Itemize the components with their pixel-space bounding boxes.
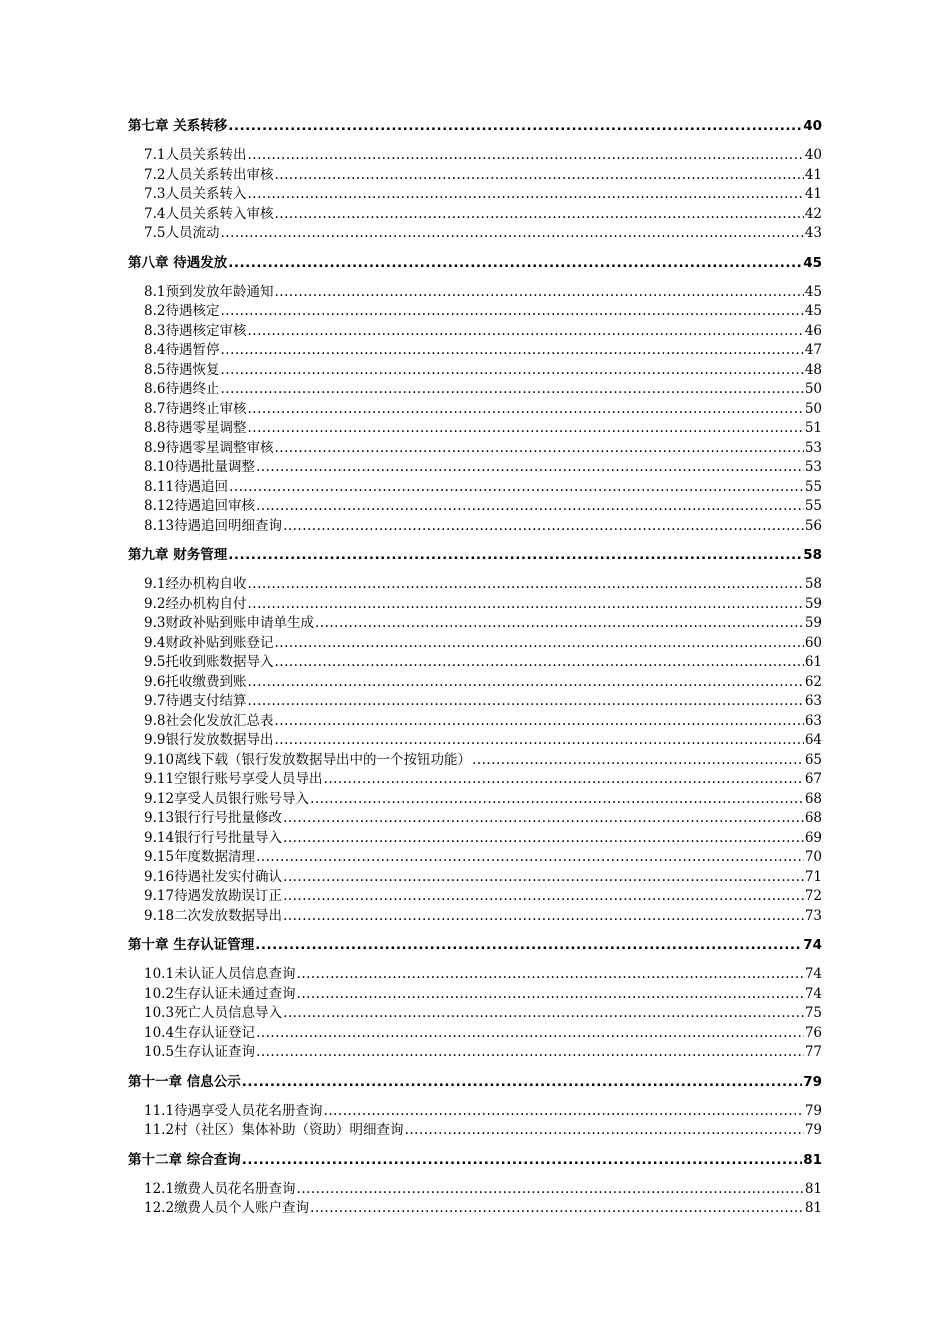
dot-leader: [229, 479, 804, 495]
section-number: 11.1: [144, 1102, 175, 1119]
dot-leader: [220, 381, 803, 397]
section-title: 财政补贴到账登记: [165, 634, 274, 651]
page-number: 63: [804, 693, 822, 709]
toc-section-entry[interactable]: [128, 592, 822, 612]
section-number: 8.11: [144, 478, 175, 495]
toc-section-entry[interactable]: [128, 475, 822, 495]
page-number: 73: [804, 907, 822, 924]
page-number: 74: [804, 985, 822, 1002]
page-number: 62: [804, 673, 822, 690]
dot-leader: [220, 342, 803, 358]
section-title: 银行行号批量修改: [174, 810, 283, 826]
toc-section-entry[interactable]: [128, 728, 822, 748]
toc-chapter-entry[interactable]: [128, 114, 822, 135]
section-title: 待遇核定: [165, 303, 220, 319]
toc-chapter-entry[interactable]: [128, 251, 822, 272]
dot-leader: [256, 849, 804, 865]
section-title: 银行发放数据导出: [165, 732, 274, 748]
toc-section-entry[interactable]: [128, 1099, 822, 1119]
section-title: 空银行账号享受人员导出: [174, 771, 323, 787]
section-title: 待遇享受人员花名册查询: [174, 1102, 323, 1119]
page-number: 64: [804, 732, 822, 748]
page-number: 67: [804, 771, 822, 787]
section-number: 10.1: [144, 966, 175, 982]
page-number: 59: [804, 615, 822, 631]
page-number: 41: [804, 166, 822, 183]
page-number: 81: [804, 1200, 822, 1216]
page-number: 45: [803, 254, 822, 271]
toc-section-entry[interactable]: [128, 143, 822, 163]
toc-section-entry[interactable]: [128, 202, 822, 222]
section-title: 待遇追回: [174, 478, 229, 495]
toc-section-entry[interactable]: [128, 494, 822, 514]
page-number: 79: [803, 1073, 822, 1090]
toc-section-entry[interactable]: [128, 1177, 822, 1197]
page-number: 68: [804, 810, 822, 826]
section-number: 7.4: [144, 205, 166, 222]
section-title: 人员关系转出审核: [165, 166, 274, 183]
dot-leader: [283, 888, 804, 904]
toc-section-entry[interactable]: [128, 865, 822, 885]
section-number: 8.10: [144, 459, 175, 475]
page-number: 61: [804, 654, 822, 670]
section-number: 9.18: [144, 907, 175, 924]
toc-chapter-entry[interactable]: [128, 1148, 822, 1169]
section-number: 9.12: [144, 790, 175, 807]
dot-leader: [220, 362, 803, 378]
section-number: 8.13: [144, 517, 175, 534]
section-number: 9.2: [144, 595, 166, 612]
section-title: 生存认证未通过查询: [174, 985, 296, 1002]
page-number: 74: [804, 966, 822, 982]
page-number: 59: [804, 595, 822, 612]
page-number: 41: [804, 186, 822, 202]
chapter-title: 第九章 财务管理: [128, 547, 228, 563]
page-number: 56: [804, 517, 822, 534]
page-number: 71: [804, 868, 822, 885]
section-number: 9.16: [144, 868, 175, 885]
dot-leader: [274, 206, 803, 222]
dot-leader: [220, 225, 803, 241]
section-number: 8.9: [144, 439, 166, 456]
toc-section-entry[interactable]: [128, 416, 822, 436]
dot-leader: [247, 674, 803, 690]
dot-leader: [315, 615, 804, 631]
toc-section-entry[interactable]: [128, 904, 822, 924]
toc-section-entry[interactable]: [128, 748, 822, 768]
page-number: 77: [804, 1044, 822, 1060]
section-number: 9.3: [144, 615, 166, 631]
section-number: 8.2: [144, 303, 166, 319]
section-title: 村（社区）集体补助（资助）明细查询: [174, 1122, 404, 1138]
page-number: 68: [804, 790, 822, 807]
page-number: 55: [804, 478, 822, 495]
toc-chapter-entry[interactable]: [128, 933, 822, 954]
section-number: 9.15: [144, 849, 175, 865]
section-number: 9.17: [144, 888, 175, 904]
section-title: 待遇终止审核: [165, 400, 247, 417]
dot-leader: [283, 869, 804, 885]
toc-section-entry[interactable]: [128, 377, 822, 397]
page-number: 46: [804, 322, 822, 339]
section-title: 待遇追回审核: [174, 498, 256, 514]
toc-section-entry[interactable]: [128, 806, 822, 826]
dot-leader: [247, 401, 803, 417]
page-number: 45: [804, 283, 822, 300]
dot-leader: [255, 937, 802, 953]
chapter-title: 第八章 待遇发放: [128, 254, 228, 271]
dot-leader: [242, 1152, 803, 1168]
section-title: 待遇批量调整: [174, 459, 256, 475]
section-title: 财政补贴到账申请单生成: [165, 615, 314, 631]
page-number: 50: [804, 381, 822, 397]
section-title: 待遇核定审核: [165, 322, 247, 339]
page-number: 48: [804, 361, 822, 378]
dot-leader: [472, 752, 804, 768]
toc-section-entry[interactable]: [128, 709, 822, 729]
section-title: 未认证人员信息查询: [174, 966, 296, 982]
toc-section-entry[interactable]: [128, 670, 822, 690]
dot-leader: [247, 323, 803, 339]
section-title: 死亡人员信息导入: [174, 1005, 283, 1021]
toc-section-entry[interactable]: [128, 982, 822, 1002]
section-title: 经办机构自付: [165, 595, 247, 612]
dot-leader: [324, 771, 804, 787]
chapter-title: 第十二章 综合查询: [128, 1151, 241, 1168]
section-number: 9.7: [144, 693, 166, 709]
dot-leader: [256, 1044, 804, 1060]
section-number: 8.8: [144, 420, 166, 436]
dot-leader: [256, 498, 804, 514]
section-title: 二次发放数据导出: [174, 907, 283, 924]
section-number: 8.6: [144, 381, 166, 397]
dot-leader: [283, 1005, 804, 1021]
toc-section-entry[interactable]: [128, 338, 822, 358]
dot-leader: [247, 596, 803, 612]
toc-section-entry[interactable]: [128, 163, 822, 183]
toc-section-entry[interactable]: [128, 962, 822, 982]
section-title: 人员流动: [165, 225, 220, 241]
section-title: 待遇零星调整审核: [165, 439, 274, 456]
toc-section-entry[interactable]: [128, 787, 822, 807]
toc-section-entry[interactable]: [128, 1001, 822, 1021]
section-number: 9.1: [144, 576, 166, 592]
toc-section-entry[interactable]: [128, 572, 822, 592]
page-number: 58: [804, 576, 822, 592]
section-number: 8.5: [144, 361, 166, 378]
section-number: 8.3: [144, 322, 166, 339]
toc-section-entry[interactable]: [128, 631, 822, 651]
page-number: 53: [804, 439, 822, 456]
page-number: 51: [804, 420, 822, 436]
dot-leader: [220, 303, 803, 319]
section-number: 9.5: [144, 654, 166, 670]
page-number: 65: [804, 751, 822, 768]
toc-section-entry[interactable]: [128, 397, 822, 417]
dot-leader: [274, 713, 803, 729]
toc-section-entry[interactable]: [128, 221, 822, 241]
section-title: 待遇零星调整: [165, 420, 247, 436]
toc-section-entry[interactable]: [128, 826, 822, 846]
section-number: 9.10: [144, 751, 175, 768]
page-number: 76: [804, 1024, 822, 1041]
section-number: 8.7: [144, 400, 166, 417]
dot-leader: [297, 986, 804, 1002]
dot-leader: [283, 810, 804, 826]
section-number: 7.5: [144, 225, 166, 241]
dot-leader: [274, 732, 803, 748]
toc-section-entry[interactable]: [128, 299, 822, 319]
toc-section-entry[interactable]: [128, 319, 822, 339]
page-number: 47: [804, 342, 822, 358]
section-title: 托收到账数据导入: [165, 654, 274, 670]
page-number: 81: [803, 1151, 822, 1168]
section-number: 10.4: [144, 1024, 175, 1041]
toc-section-entry[interactable]: [128, 1040, 822, 1060]
toc-section-entry[interactable]: [128, 767, 822, 787]
dot-leader: [256, 1025, 804, 1041]
section-number: 10.2: [144, 985, 175, 1002]
dot-leader: [283, 518, 804, 534]
page-number: 72: [804, 888, 822, 904]
toc-section-entry[interactable]: [128, 1021, 822, 1041]
toc-section-entry[interactable]: [128, 884, 822, 904]
section-number: 8.12: [144, 498, 175, 514]
dot-leader: [274, 284, 803, 300]
section-number: 12.2: [144, 1200, 175, 1216]
section-title: 人员关系转入审核: [165, 205, 274, 222]
page-number: 53: [804, 459, 822, 475]
dot-leader: [247, 186, 803, 202]
section-number: 7.3: [144, 186, 166, 202]
dot-leader: [283, 830, 804, 846]
section-title: 待遇支付结算: [165, 693, 247, 709]
toc-section-entry[interactable]: [128, 650, 822, 670]
page-number: 42: [804, 205, 822, 222]
page-number: 40: [804, 147, 822, 163]
section-title: 待遇社发实付确认: [174, 868, 283, 885]
toc-section-entry[interactable]: [128, 845, 822, 865]
toc-section-entry[interactable]: [128, 1118, 822, 1138]
chapter-title: 第七章 关系转移: [128, 118, 228, 134]
section-number: 7.1: [144, 147, 166, 163]
section-title: 生存认证登记: [174, 1024, 256, 1041]
section-number: 9.14: [144, 829, 175, 846]
toc-section-entry[interactable]: [128, 436, 822, 456]
page-number: 43: [804, 225, 822, 241]
section-number: 9.4: [144, 634, 166, 651]
dot-leader: [247, 576, 803, 592]
section-title: 年度数据清理: [174, 849, 256, 865]
chapter-title: 第十章 生存认证管理: [128, 937, 255, 953]
section-title: 生存认证查询: [174, 1044, 256, 1060]
page-number: 79: [804, 1122, 822, 1138]
section-number: 9.6: [144, 673, 166, 690]
section-title: 待遇恢复: [165, 361, 220, 378]
toc-section-entry[interactable]: [128, 182, 822, 202]
page-number: 58: [803, 547, 822, 563]
section-number: 9.11: [144, 771, 175, 787]
toc-chapter-entry[interactable]: [128, 543, 822, 564]
page-number: 79: [804, 1102, 822, 1119]
toc-section-entry[interactable]: [128, 514, 822, 534]
toc-section-entry[interactable]: [128, 358, 822, 378]
dot-leader: [247, 420, 803, 436]
toc-section-entry[interactable]: [128, 280, 822, 300]
dot-leader: [405, 1122, 804, 1138]
dot-leader: [247, 147, 803, 163]
section-number: 8.1: [144, 283, 166, 300]
dot-leader: [274, 167, 803, 183]
dot-leader: [310, 791, 804, 807]
toc-section-entry[interactable]: [128, 455, 822, 475]
page-number: 60: [804, 634, 822, 651]
page-number: 45: [804, 303, 822, 319]
section-title: 离线下载（银行发放数据导出中的一个按钮功能）: [174, 751, 472, 768]
section-title: 人员关系转入: [165, 186, 247, 202]
page-number: 74: [803, 937, 822, 953]
chapter-title: 第十一章 信息公示: [128, 1073, 241, 1090]
dot-leader: [297, 1181, 804, 1197]
toc-section-entry[interactable]: [128, 611, 822, 631]
dot-leader: [297, 966, 804, 982]
dot-leader: [228, 118, 802, 134]
section-number: 9.9: [144, 732, 166, 748]
page-number: 55: [804, 498, 822, 514]
dot-leader: [228, 547, 802, 563]
section-title: 待遇发放勘误订正: [174, 888, 283, 904]
section-title: 经办机构自收: [165, 576, 247, 592]
dot-leader: [274, 635, 803, 651]
section-title: 待遇终止: [165, 381, 220, 397]
section-title: 人员关系转出: [165, 147, 247, 163]
section-title: 托收缴费到账: [165, 673, 247, 690]
section-number: 9.13: [144, 810, 175, 826]
section-number: 9.8: [144, 712, 166, 729]
dot-leader: [310, 1200, 804, 1216]
section-number: 11.2: [144, 1122, 175, 1138]
toc-chapter-entry[interactable]: [128, 1070, 822, 1091]
section-number: 12.1: [144, 1180, 175, 1197]
table-of-contents: [128, 114, 822, 1216]
dot-leader: [242, 1074, 803, 1090]
section-title: 社会化发放汇总表: [165, 712, 274, 729]
page-number: 70: [804, 849, 822, 865]
dot-leader: [228, 255, 802, 271]
page-number: 81: [804, 1180, 822, 1197]
section-title: 缴费人员个人账户查询: [174, 1200, 310, 1216]
section-number: 8.4: [144, 342, 166, 358]
section-number: 7.2: [144, 166, 166, 183]
dot-leader: [256, 459, 804, 475]
toc-section-entry[interactable]: [128, 689, 822, 709]
section-number: 10.3: [144, 1005, 175, 1021]
page-number: 40: [803, 118, 822, 134]
section-title: 享受人员银行账号导入: [174, 790, 310, 807]
dot-leader: [274, 654, 803, 670]
dot-leader: [274, 440, 803, 456]
section-number: 10.5: [144, 1044, 175, 1060]
page-number: 63: [804, 712, 822, 729]
section-title: 待遇追回明细查询: [174, 517, 283, 534]
section-title: 预到发放年龄通知: [165, 283, 274, 300]
dot-leader: [283, 908, 804, 924]
page-number: 50: [804, 400, 822, 417]
section-title: 缴费人员花名册查询: [174, 1180, 296, 1197]
page-number: 75: [804, 1005, 822, 1021]
toc-section-entry[interactable]: [128, 1196, 822, 1216]
section-title: 待遇暂停: [165, 342, 220, 358]
section-title: 银行行号批量导入: [174, 829, 283, 846]
dot-leader: [324, 1103, 804, 1119]
dot-leader: [247, 693, 803, 709]
page-number: 69: [804, 829, 822, 846]
